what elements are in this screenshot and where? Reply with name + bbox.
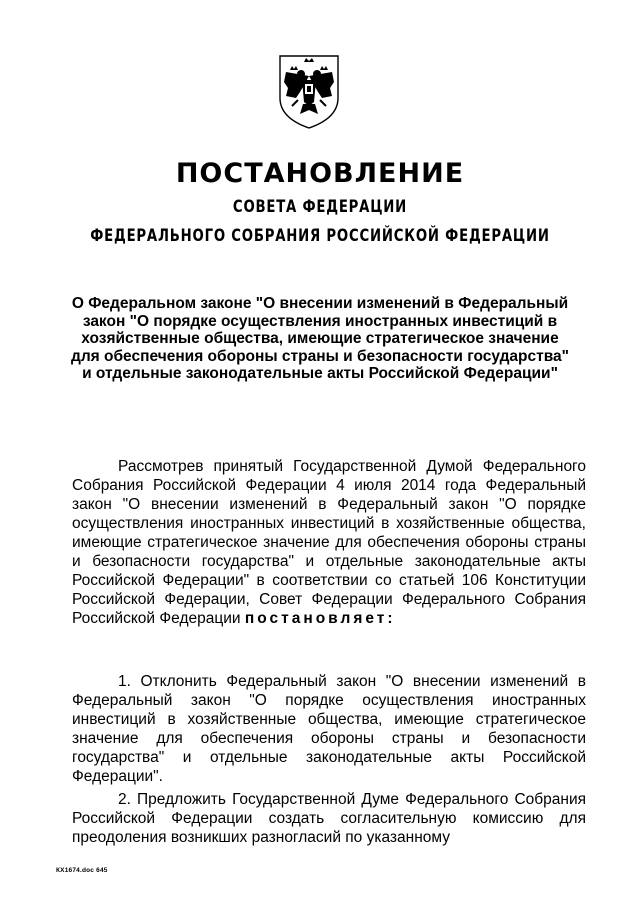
resolves-word: постановляет: [244,610,396,627]
preamble-text: Рассмотрев принятый Государственной Думой Федерального Собрания Российской Федерации 4 июля 2014 года Федеральный закон "О внесении изменений в Федеральный закон "О порядке осуществления иностранных инвестиций в хозяйственные общества, имеющие стратегическое значение для обеспечения обороны страны и безопасности государства" и отдельные законодательные акты Российской Федерации" в соответствии со статьей 106 Конституции Российской Федерации, Совет Федерации Федерального Собрания Российской Федерации [72,458,586,627]
organization-line-1: СОВЕТА ФЕДЕРАЦИИ [232,197,408,217]
document-subject: О Федеральном законе "О внесении изменений в Федеральный закон "О порядке осуществления иностранных инвестиций в хозяйственные общества, имеющие стратегическое значение для обеспечения обороны страны и безопасности государства" и отдельные законодательные акты Российской Федерации" [70,295,570,383]
footer-doc-code: КХ1674.doc 645 [56,867,108,874]
russian-coat-of-arms-icon [276,52,342,130]
item-1-paragraph: 1. Отклонить Федеральный закон "О внесении изменений в Федеральный закон "О порядке осуществления иностранных инвестиций в хозяйственные общества, имеющие стратегическое значение для обеспечения обороны страны и безопасности государства" и отдельные законодательные акты Российской Федерации". [72,673,586,785]
item-2-paragraph: 2. Предложить Государственной Думе Федерального Собрания Российской Федерации создать согласительную комиссию для преодоления возникших разногласий по указанному [72,791,586,846]
preamble-paragraph [72,457,586,628]
organization-line-2: ФЕДЕРАЛЬНОГО СОБРАНИЯ РОССИЙСКОЙ ФЕДЕРАЦИИ [90,226,550,246]
document-type-title: ПОСТАНОВЛЕНИЕ [175,158,465,189]
